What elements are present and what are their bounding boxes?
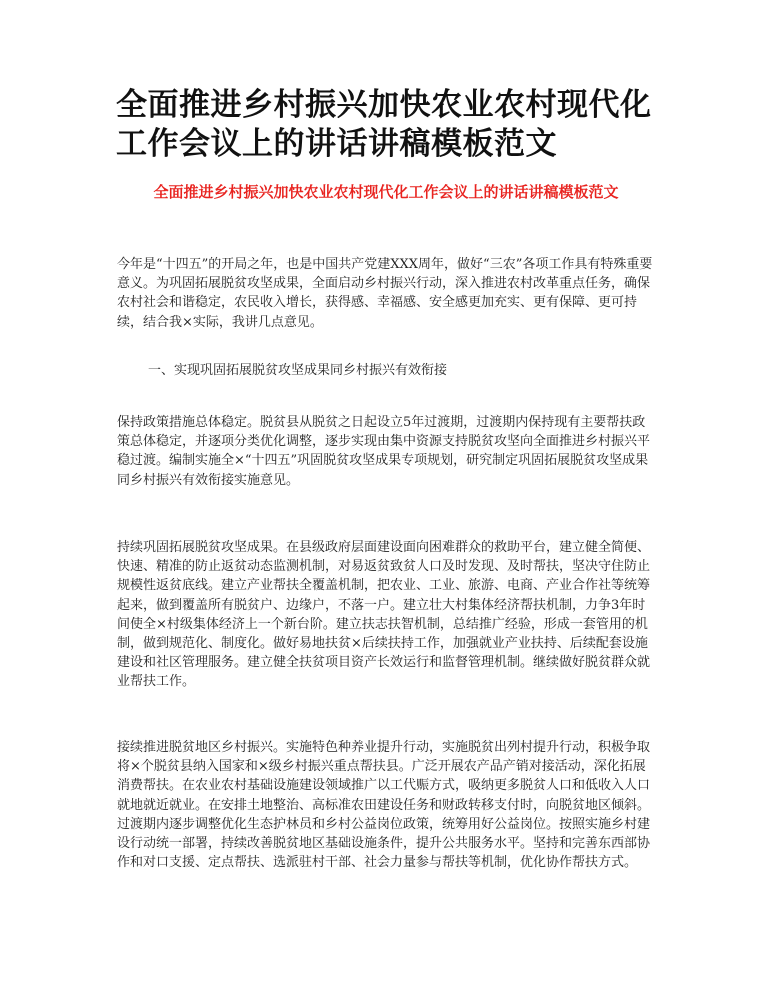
body-paragraph: 保持政策措施总体稳定。脱贫县从脱贫之日起设立5年过渡期，过渡期内保持现有主要帮扶政策总体稳定，并逐项分类优化调整，逐步实现由集中资源支持脱贫攻坚向全面推进乡村振兴平稳过渡。编制实施全×“十四五”巩固脱贫攻坚成果专项规划，研究制定巩固拓展脱贫攻坚成果同乡村振兴有效衔接实施意见。 xyxy=(117,415,651,488)
intro-paragraph: 今年是“十四五”的开局之年，也是中国共产党建XXX周年，做好“三农”各项工作具有特殊重要意义。为巩固拓展脱贫攻坚成果，全面启动乡村振兴行动，深入推进农村改革重点任务，确保农村社会和谐稳定，农民收入增长，获得感、幸福感、安全感更加充实、更有保障、更可持续，结合我×实际，我讲几点意见。 xyxy=(117,257,653,330)
document-subtitle: 全面推进乡村振兴加快农业农村现代化工作会议上的讲话讲稿模板范文 xyxy=(153,183,619,201)
body-paragraph: 持续巩固拓展脱贫攻坚成果。在县级政府层面建设面向困难群众的救助平台，建立健全简便、快速、精准的防止返贫动态监测机制，对易返贫致贫人口及时发现、及时帮扶，坚决守住防止规模性返贫底线。建立产业帮扶全覆盖机制，把农业、工业、旅游、电商、产业合作社等统筹起来，做到覆盖所有脱贫户、边缘户，不落一户。建立壮大村集体经济帮扶机制，力争3年时间使全×村级集体经济上一个新台阶。建立扶志扶智机制，总结推广经验，形成一套管用的机制，做到规范化、制度化。做好易地扶贫×后续扶持工作，加强就业产业扶持、后续配套设施建设和社区管理服务。建立健全扶贫项目资产长效运行和监督管理机制。继续做好脱贫群众就业帮扶工作。 xyxy=(117,540,651,690)
body-paragraph: 接续推进脱贫地区乡村振兴。实施特色种养业提升行动，实施脱贫出列村提升行动，积极争取将×个脱贫县纳入国家和×级乡村振兴重点帮扶县。广泛开展农产品产销对接活动，深化拓展消费帮扶。在农业农村基础设施建设领域推广以工代赈方式，吸纳更多脱贫人口和低收入人口就地就近就业。在安排土地整治、高标准农田建设任务和财政转移支付时，向脱贫地区倾斜。过渡期内逐步调整优化生态护林员和乡村公益岗位政策，统筹用好公益岗位。按照实施乡村建设行动统一部署，持续改善脱贫地区基础设施条件，提升公共服务水平。坚持和完善东西部协作和对口支援、定点帮扶、选派驻村干部、社会力量参与帮扶等机制，优化协作帮扶方式。 xyxy=(117,740,651,871)
section-heading: 一、实现巩固拓展脱贫攻坚成果同乡村振兴有效衔接 xyxy=(148,363,448,378)
document-title: 全面推进乡村振兴加快农业农村现代化工作会议上的讲话讲稿模板范文 xyxy=(116,87,652,162)
